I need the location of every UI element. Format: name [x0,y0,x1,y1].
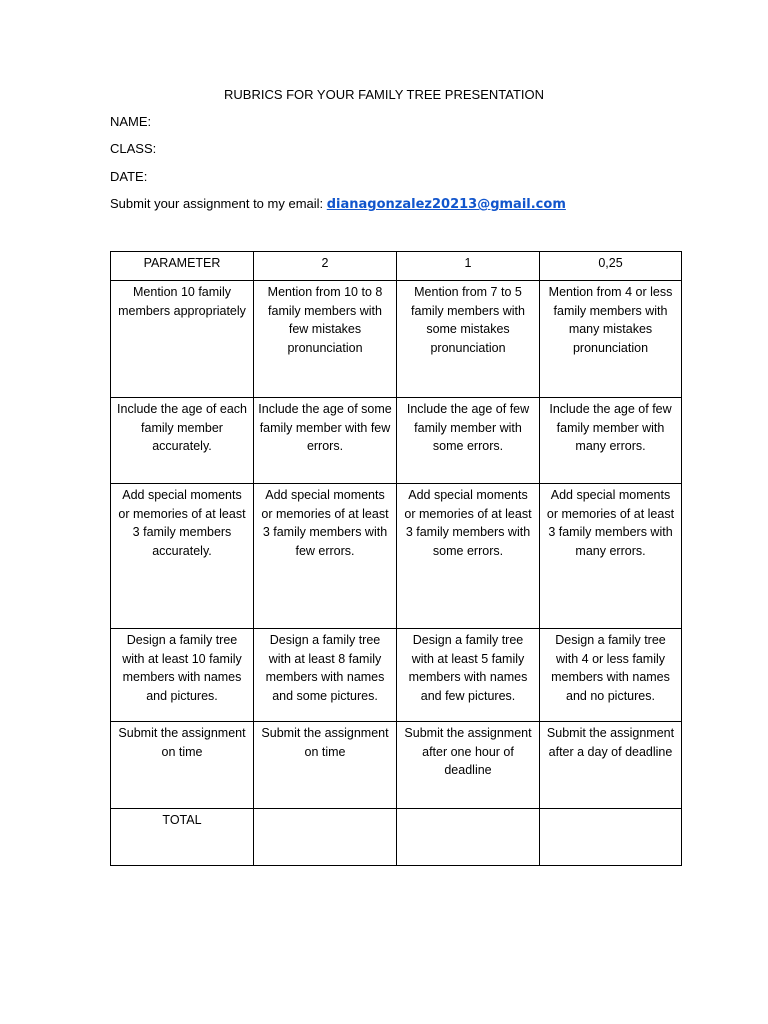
header-cell-score-1: 1 [397,252,540,281]
table-cell: Mention from 7 to 5 family members with some mistakes pronunciation [397,281,540,398]
table-cell: Add special moments or memories of at least 3 family members with few errors. [254,484,397,629]
document-title: RUBRICS FOR YOUR FAMILY TREE PRESENTATION [224,87,544,102]
table-cell: Include the age of few family member with many errors. [540,398,682,484]
table-cell: Mention 10 family members appropriately [111,281,254,398]
table-cell [254,809,397,866]
table-cell: Design a family tree with 4 or less family members with names and no pictures. [540,629,682,722]
header-cell-score-025: 0,25 [540,252,682,281]
table-cell: Mention from 10 to 8 family members with few mistakes pronunciation [254,281,397,398]
total-row [111,809,682,866]
submit-text: Submit your assignment to my email: [110,196,327,211]
table-cell: Add special moments or memories of at least 3 family members with some errors. [397,484,540,629]
header-cell-parameter: PARAMETER [111,252,254,281]
table-row [111,722,682,809]
email-link[interactable]: dianagonzalez20213@gmail.com [326,197,566,212]
table-cell: Submit the assignment on time [254,722,397,809]
table-cell: Include the age of some family member with few errors. [254,398,397,484]
date-label: DATE: [110,169,148,184]
name-label: NAME: [110,114,152,129]
table-row [111,281,682,398]
class-label: CLASS: [110,141,157,156]
table-cell: Submit the assignment on time [111,722,254,809]
table-cell: Include the age of each family member accurately. [111,398,254,484]
table-cell: Submit the assignment after a day of deadline [540,722,682,809]
table-cell: Design a family tree with at least 8 family members with names and some pictures. [254,629,397,722]
header-cell-score-2: 2 [254,252,397,281]
table-cell: Include the age of few family member with some errors. [397,398,540,484]
table-header-row [111,252,682,281]
submit-instruction [110,196,566,212]
table-row [111,398,682,484]
table-row [111,484,682,629]
table-cell [397,809,540,866]
table-cell: Design a family tree with at least 5 family members with names and few pictures. [397,629,540,722]
table-cell: Submit the assignment after one hour of deadline [397,722,540,809]
total-label: TOTAL [111,809,254,866]
table-cell: Add special moments or memories of at least 3 family members accurately. [111,484,254,629]
table-cell: Add special moments or memories of at least 3 family members with many errors. [540,484,682,629]
table-row [111,629,682,722]
table-cell: Mention from 4 or less family members with many mistakes pronunciation [540,281,682,398]
table-cell [540,809,682,866]
table-cell: Design a family tree with at least 10 family members with names and pictures. [111,629,254,722]
rubric-table [110,251,682,866]
